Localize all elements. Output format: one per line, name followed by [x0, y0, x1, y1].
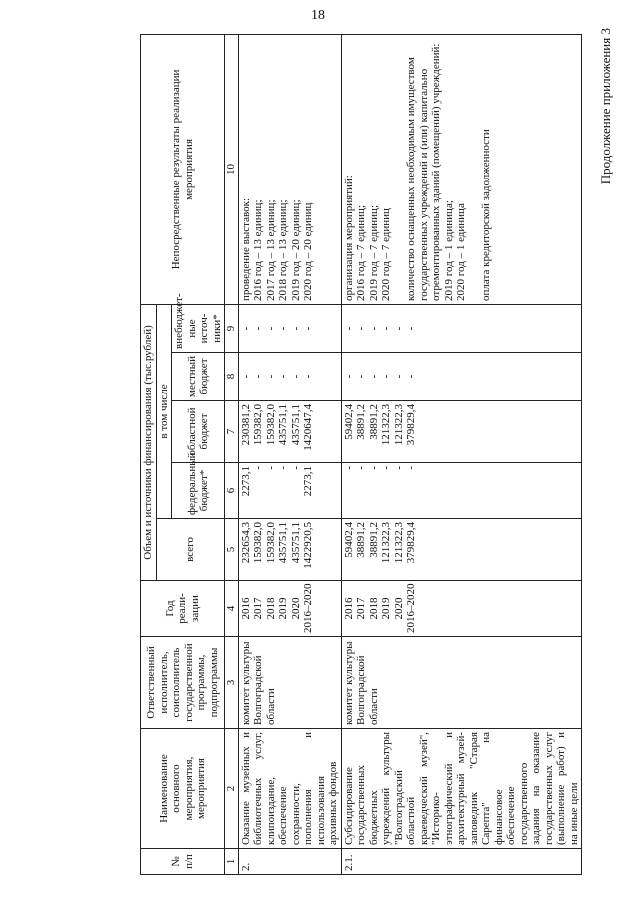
col-number: 8	[225, 353, 239, 401]
total-line: 121322,3	[392, 522, 405, 564]
extra-budget-line: -	[302, 326, 314, 331]
local-budget-line: -	[367, 374, 380, 379]
extra-budget-line: -	[392, 326, 405, 331]
results-line: проведение выставок:	[239, 198, 252, 301]
col-number: 4	[225, 581, 239, 637]
header-total: всего	[156, 519, 225, 581]
row-number: 2.1.	[341, 849, 582, 875]
header-local: местный бюджет	[172, 353, 225, 401]
executor: комитет культуры Волгоградской области	[238, 637, 341, 729]
local-budget-line: -	[380, 374, 392, 379]
column-number-row	[225, 34, 239, 874]
local-budget-line: -	[264, 374, 277, 379]
extra-budget-line: -	[355, 326, 367, 331]
years-line: 2019	[277, 597, 289, 620]
page-number: 18	[311, 8, 325, 23]
regional-budget-line: 435751,1	[289, 404, 302, 446]
extra-budget-line: -	[277, 326, 289, 331]
regional-budget	[238, 401, 341, 463]
results	[238, 34, 341, 304]
results-line: 2018 год – 13 единиц;	[277, 199, 289, 301]
years-line: 2016–2020	[302, 583, 314, 633]
years-line: 2017	[252, 597, 264, 620]
extra-budget-line: -	[405, 326, 417, 331]
regional-budget-line: 379829,4	[405, 404, 417, 446]
years-line: 2019	[380, 597, 392, 620]
col-number: 3	[225, 637, 239, 729]
regional-budget-line: 435751,1	[277, 404, 289, 446]
years-line: 2018	[264, 597, 277, 620]
federal-budget-line: -	[342, 466, 355, 470]
results	[341, 34, 582, 304]
local-budget-line: -	[355, 374, 367, 379]
results-line: 2019 год – 1 единица;	[442, 200, 455, 301]
total-line: 435751,1	[277, 522, 289, 564]
results-line: 2020 год – 7 единиц	[380, 208, 392, 301]
local-budget-line: -	[342, 374, 355, 379]
header-federal: федеральный бюджет*	[172, 463, 225, 519]
federal-budget-line: -	[405, 466, 417, 470]
years	[238, 581, 341, 637]
total-line: 379829,4	[405, 522, 417, 564]
local-budget-line: -	[392, 374, 405, 379]
federal-budget-line: -	[264, 466, 277, 470]
regional-budget-line: 59402,4	[342, 404, 355, 440]
header-incl: в том числе	[156, 304, 172, 518]
local-budget-line: -	[405, 374, 417, 379]
federal-budget-line: -	[252, 466, 264, 470]
header-name: Наименование основного мероприятия, мероприятия	[141, 729, 225, 849]
years-line: 2020	[392, 597, 405, 620]
federal-budget-line: -	[367, 466, 380, 470]
header-year: Год реали-зации	[141, 581, 225, 637]
local-budget-line: -	[239, 374, 252, 379]
federal-budget-line: -	[289, 466, 302, 470]
extra-budget-line: -	[342, 326, 355, 331]
federal-budget	[341, 463, 582, 519]
federal-budget-line: -	[277, 466, 289, 470]
row-number: 2.	[238, 849, 341, 875]
local-budget-line: -	[277, 374, 289, 379]
years-line: 2020	[289, 597, 302, 620]
total-line: 121322,3	[380, 522, 392, 564]
results-line: 2020 год – 20 единиц	[302, 202, 314, 301]
results-line	[393, 38, 406, 301]
results-line: 2019 год – 20 единиц;	[289, 199, 302, 301]
total-line: 232654,3	[239, 522, 252, 564]
regional-budget	[341, 401, 582, 463]
col-number: 10	[225, 34, 239, 304]
header-num: № п/п	[141, 849, 225, 875]
federal-budget-line: -	[380, 466, 392, 470]
extra-budget-line: -	[289, 326, 302, 331]
local-budget	[341, 353, 582, 401]
col-number: 6	[225, 463, 239, 519]
total	[238, 519, 341, 581]
regional-budget-line: 159382,0	[252, 404, 264, 446]
header-regional: областной бюджет	[172, 401, 225, 463]
extra-budget-line: -	[380, 326, 392, 331]
total	[341, 519, 582, 581]
total-line: 159382,0	[264, 522, 277, 564]
header-executor: Ответственный исполнитель, соисполнитель государственной программы, подпрограммы	[141, 637, 225, 729]
years	[341, 581, 582, 637]
local-budget-line: -	[289, 374, 302, 379]
extra-budget	[238, 304, 341, 352]
local-budget	[238, 353, 341, 401]
total-line: 38891,2	[355, 522, 367, 558]
local-budget-line: -	[302, 374, 314, 379]
regional-budget-line: 159382,0	[264, 404, 277, 446]
results-line: 2020 год – 1 единица	[455, 203, 467, 301]
years-line: 2016	[342, 597, 355, 620]
years-line: 2018	[367, 597, 380, 620]
results-line: 2016 год – 7 единиц;	[355, 204, 367, 301]
results-line	[468, 38, 481, 301]
table-row	[341, 34, 582, 874]
col-number: 1	[225, 849, 239, 875]
years-line: 2016	[239, 597, 252, 620]
total-line: 435751,1	[289, 522, 302, 564]
activity-name: Оказание музейных и библиотечных услуг, клипоиздание, обеспечение сохранности, пополнения и использования архивных фондов	[238, 729, 341, 849]
col-number: 2	[225, 729, 239, 849]
total-line: 59402,4	[342, 522, 355, 558]
extra-budget-line: -	[367, 326, 380, 331]
federal-budget-line: -	[392, 466, 405, 470]
total-line: 159382,0	[252, 522, 264, 564]
results-line: организация мероприятий:	[342, 175, 355, 301]
activity-name: Субсидирование государственных бюджетных учреждений культуры "Волгоградский областной краеведческий музей", "Историко-этнографический и архитектурный музей-заповедник "Старая Сарепта" на финансовое обеспечение государственного задания на оказание государственных услуг (выполнение работ) и на иные цели	[341, 729, 582, 849]
federal-budget-line: -	[355, 466, 367, 470]
extra-budget-line: -	[239, 326, 252, 331]
col-number: 5	[225, 519, 239, 581]
extra-budget	[341, 304, 582, 352]
col-number: 7	[225, 401, 239, 463]
local-budget-line: -	[252, 374, 264, 379]
federal-budget	[238, 463, 341, 519]
regional-budget-line: 121322,3	[380, 404, 392, 446]
regional-budget-line: 38891,2	[355, 404, 367, 440]
results-line: количество оснащенных необходимым имуществом государственных учреждений и (или) капитально отремонтированных зданий (помещений) учреждений:	[405, 43, 442, 301]
years-line: 2016–2020	[405, 583, 417, 633]
regional-budget-line: 1420647,4	[302, 404, 314, 451]
results-line: 2017 год – 13 единиц;	[264, 199, 277, 301]
continuation-label: Продолжение приложения 3	[598, 28, 613, 185]
header-results: Непосредственные результаты реализации мероприятия	[141, 34, 225, 304]
extra-budget-line: -	[252, 326, 264, 331]
results-line: оплата кредиторской задолженности	[480, 129, 492, 301]
regional-budget-line: 121322,3	[392, 404, 405, 446]
header-extra: внебюджет-ные источ-ники*	[172, 304, 225, 352]
table-row	[238, 34, 341, 874]
regional-budget-line: 230381,2	[239, 404, 252, 446]
federal-budget-line: 2273,1	[302, 466, 314, 497]
results-line: 2019 год – 7 единиц;	[367, 204, 380, 301]
federal-budget-line: 2273,1	[239, 466, 252, 497]
total-line: 1422920,5	[302, 522, 314, 569]
header-funding: Объем и источники финансирования (тыс.рублей)	[141, 304, 157, 580]
results-line: 2016 год – 13 единиц;	[252, 199, 264, 301]
extra-budget-line: -	[264, 326, 277, 331]
regional-budget-line: 38891,2	[367, 404, 380, 440]
executor: комитет культуры Волгоградской области	[341, 637, 582, 729]
col-number: 9	[225, 304, 239, 352]
years-line: 2017	[355, 597, 367, 620]
program-table	[140, 34, 582, 875]
total-line: 38891,2	[367, 522, 380, 558]
